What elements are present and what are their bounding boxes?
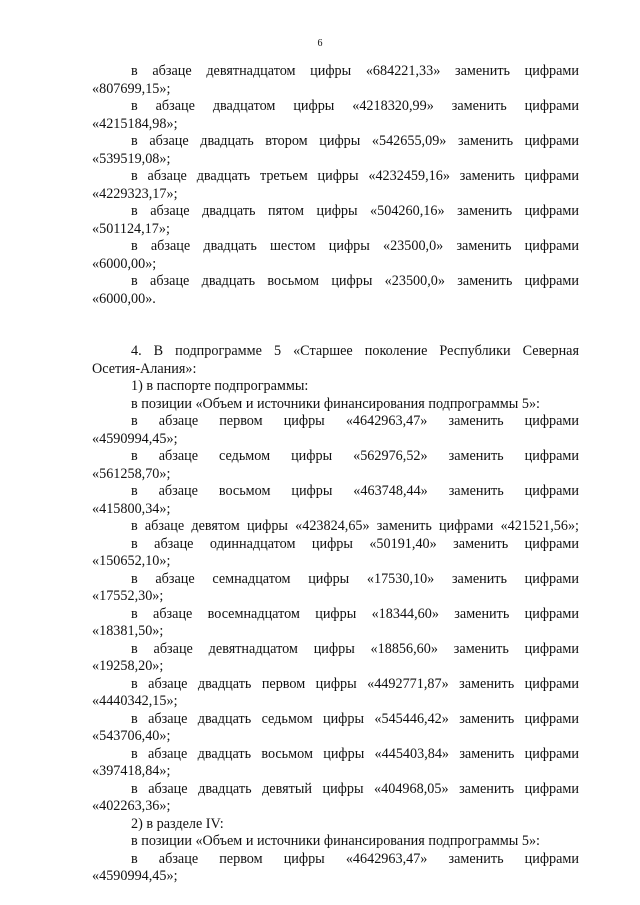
amendment-paragraph-line1: в абзаце двадцать втором цифры «542655,09» заменить цифрами	[131, 133, 579, 149]
amendment-paragraph-line2: «17552,30»;	[92, 588, 164, 604]
amendment-paragraph-line1: в абзаце двадцать шестом цифры «23500,0» заменить цифрами	[131, 238, 579, 254]
subsection-title: 2) в разделе IV:	[131, 815, 224, 832]
amendment-paragraph-line1: в абзаце семнадцатом цифры «17530,10» заменить цифрами	[131, 570, 579, 587]
amendment-paragraph-line2: «543706,40»;	[92, 728, 171, 744]
section-heading-line2: Осетия-Алания»:	[92, 360, 197, 377]
amendment-paragraph-line2: «6000,00»;	[92, 255, 157, 272]
amendment-paragraph-line2: «539519,08»;	[92, 150, 171, 167]
amendment-paragraph-line2: «807699,15»;	[92, 80, 171, 97]
amendment-paragraph-line1: в абзаце двадцать первом цифры «4492771,87» заменить цифрами	[131, 675, 579, 692]
amendment-paragraph-line1: в абзаце одиннадцатом цифры «50191,40» заменить цифрами	[131, 535, 579, 552]
amendment-paragraph-line1: в абзаце двадцать третьем цифры «4232459,16» заменить цифрами	[131, 168, 579, 184]
section-heading-line1: 4. В подпрограмме 5 «Старшее поколение Республики Северная	[131, 343, 579, 359]
amendment-paragraph-line2: «18381,50»;	[92, 623, 164, 639]
amendment-paragraph-line2: «4229323,17»;	[92, 185, 178, 202]
amendment-paragraph-line2: «4590994,45»;	[92, 868, 178, 884]
amendment-paragraph-line1: в абзаце двадцать девятый цифры «404968,05» заменить цифрами	[131, 780, 579, 797]
amendment-paragraph-line1: в абзаце двадцать восьмом цифры «23500,0» заменить цифрами	[131, 273, 579, 289]
amendment-paragraph-line1: в абзаце двадцать седьмом цифры «545446,42» заменить цифрами	[131, 710, 579, 727]
position-title: в позиции «Объем и источники финансирования подпрограммы 5»:	[131, 833, 540, 849]
amendment-paragraph-line2: «397418,84»;	[92, 763, 171, 779]
amendment-paragraph-line2: «150652,10»;	[92, 553, 171, 569]
amendment-paragraph-line2: «4440342,15»;	[92, 693, 178, 709]
subsection-title: 1) в паспорте подпрограммы:	[131, 378, 309, 394]
amendment-paragraph-line1: в абзаце двадцать пятом цифры «504260,16» заменить цифрами	[131, 203, 579, 219]
amendment-paragraph-line1: в абзаце восьмом цифры «463748,44» заменить цифрами	[131, 483, 579, 499]
amendment-paragraph-line1: в абзаце седьмом цифры «562976,52» заменить цифрами	[131, 448, 579, 464]
position-title: в позиции «Объем и источники финансирования подпрограммы 5»:	[131, 395, 540, 412]
section-gap	[92, 308, 579, 343]
amendment-paragraph-line2: «402263,36»;	[92, 798, 171, 814]
amendment-paragraph-line1: в абзаце двадцать восьмом цифры «445403,84» заменить цифрами	[131, 745, 579, 762]
amendment-paragraph-line1: в абзаце девятнадцатом цифры «18856,60» заменить цифрами	[131, 640, 579, 657]
amendment-paragraph-line1: в абзаце первом цифры «4642963,47» заменить цифрами	[131, 413, 579, 429]
amendment-paragraph-line1: в абзаце восемнадцатом цифры «18344,60» заменить цифрами	[131, 605, 579, 622]
document-body	[92, 63, 579, 886]
amendment-paragraph-line2: «6000,00».	[92, 290, 156, 307]
amendment-paragraph-line2: «501124,17»;	[92, 220, 170, 237]
amendment-paragraph-line2: «415800,34»;	[92, 500, 171, 517]
page-number: 6	[317, 38, 323, 49]
amendment-paragraph-line1: в абзаце девятнадцатом цифры «684221,33» заменить цифрами	[131, 63, 579, 79]
amendment-paragraph-line2: «561258,70»;	[92, 465, 171, 482]
amendment-paragraph-line2: «4590994,45»;	[92, 430, 178, 447]
amendment-paragraph-line1: в абзаце двадцатом цифры «4218320,99» заменить цифрами	[131, 98, 579, 114]
amendment-paragraph-single: в абзаце девятом цифры «423824,65» заменить цифрами «421521,56»;	[131, 518, 579, 534]
amendment-paragraph-line1: в абзаце первом цифры «4642963,47» заменить цифрами	[131, 850, 579, 867]
amendment-paragraph-line2: «4215184,98»;	[92, 115, 178, 132]
amendment-paragraph-line2: «19258,20»;	[92, 658, 164, 674]
